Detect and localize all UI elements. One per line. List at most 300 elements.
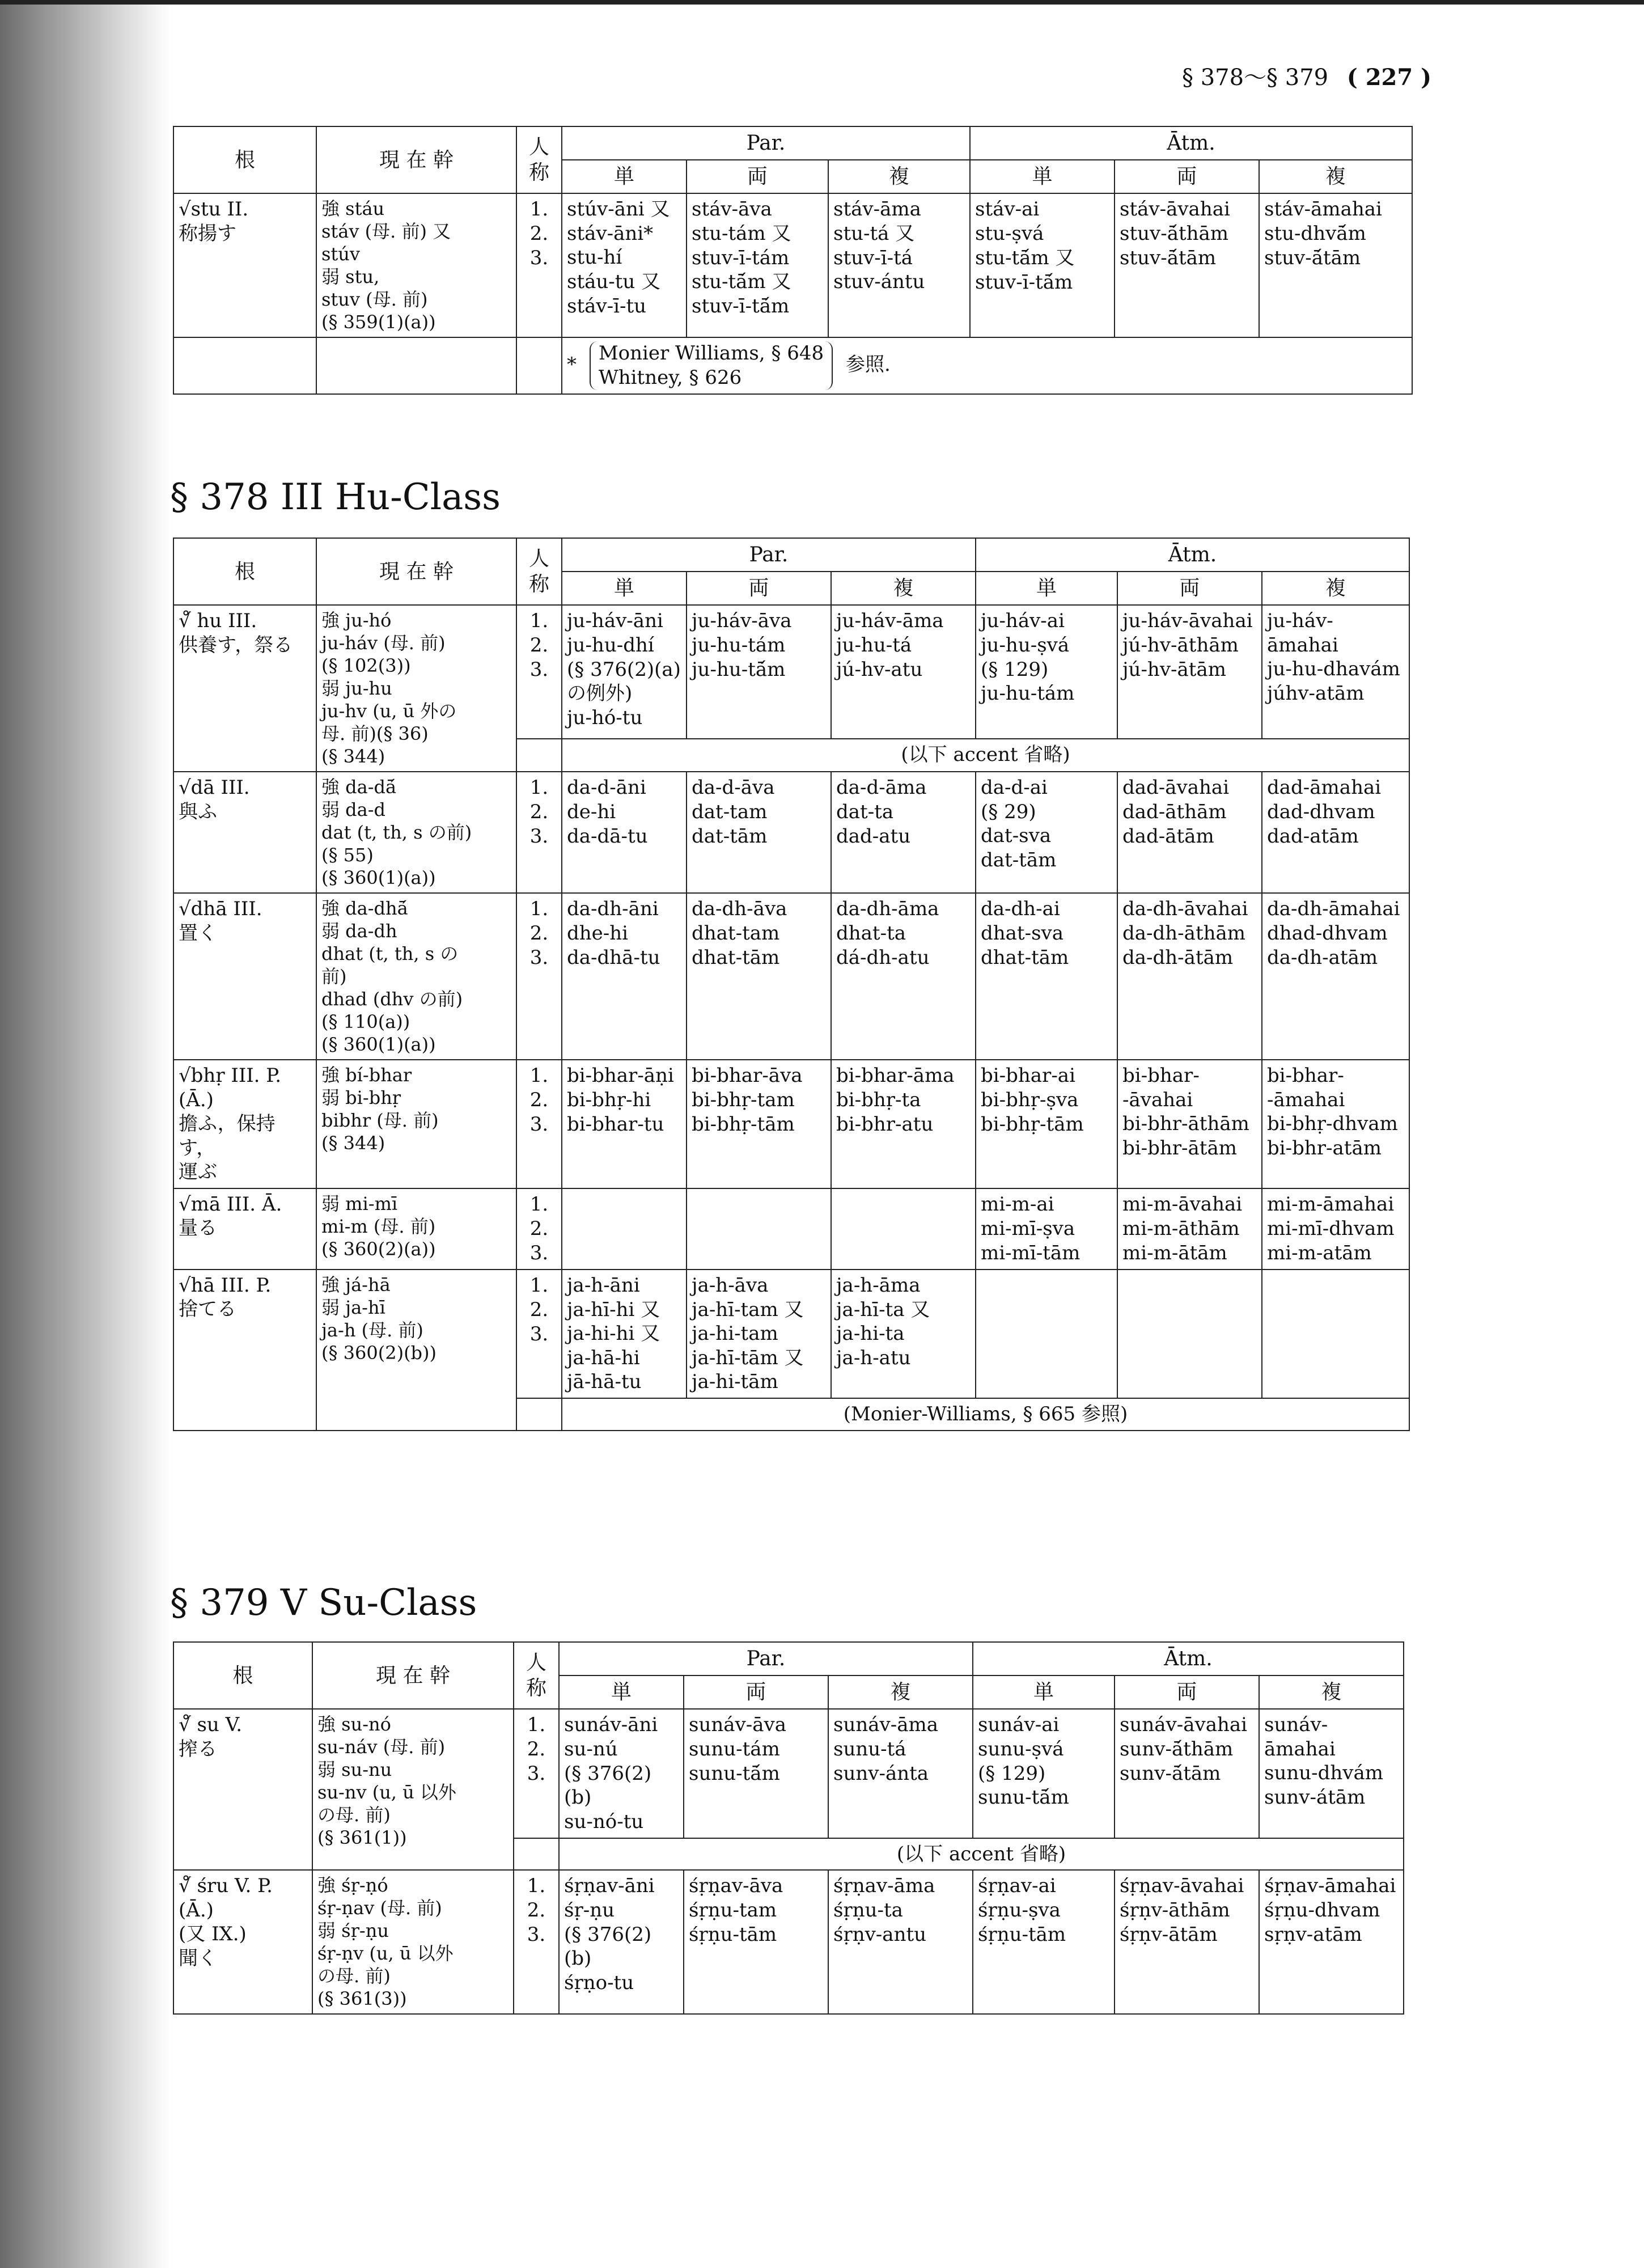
verb-row [173, 772, 1409, 893]
conjugated-form: śṛṇav-āva [689, 1875, 783, 1897]
conjugated-form: ju-hu-tám [692, 634, 786, 657]
conjugated-form: dhe-hi [567, 922, 629, 945]
conjugated-form: ju-háv-āva [692, 610, 792, 632]
parasmaipada-header: Par. [562, 126, 970, 160]
conjugated-form: bi-bhar-ai [981, 1064, 1075, 1087]
conjugated-form: da-d-āma [836, 776, 927, 799]
par-singular-cell [562, 772, 687, 893]
conjugated-form: ja-h-āni [567, 1273, 640, 1297]
person-numbers [516, 193, 562, 337]
conjugated-form: śṛṇav-āmahai [1264, 1875, 1396, 1897]
par-plural-cell [831, 772, 976, 893]
conjugated-form: sunu-tá [833, 1738, 906, 1761]
par-dual-cell [684, 1709, 828, 1838]
note-tail: 参照. [845, 353, 891, 376]
conjugated-form: stáv-āma [833, 198, 921, 221]
par-plural-cell [828, 1870, 973, 2014]
conjugated-form [1267, 1273, 1404, 1298]
note-mark: * [567, 353, 577, 376]
atm-dual-cell [1117, 1270, 1262, 1399]
present-stem: 強 su-nó su-náv (母. 前) 弱 su-nu su-nv (u, ū 以外 の母. 前) (§ 361(1)) [312, 1709, 514, 1870]
present-stem: 強 bí-bhar 弱 bi-bhṛ bibhr (母. 前) (§ 344) [316, 1060, 516, 1188]
atm-plural-cell [1259, 1709, 1404, 1838]
par-plural-cell [828, 1709, 973, 1838]
conjugated-form: bi-bhṛ-tām [981, 1113, 1084, 1136]
atm-dual-cell [1117, 1188, 1262, 1270]
verb-root: √bhṛ III. P. (Ā.) 擔ふ，保持す， 運ぶ [173, 1060, 316, 1188]
conjugated-form: bi-bhr-atu [836, 1113, 934, 1136]
conjugated-form: stáv-āva [692, 198, 772, 221]
par-plural-cell [831, 893, 976, 1060]
atm-plural-cell [1262, 893, 1409, 1060]
conjugated-form: ja-hī-tām 又 ja-hi-tām [692, 1346, 804, 1393]
atm-singular-cell [976, 1188, 1117, 1270]
conjugated-form: dad-atu [836, 825, 911, 848]
conjugated-form: stuv-ā́thām [1120, 222, 1229, 245]
conjugated-form: bi-bhṛ-tām [692, 1113, 795, 1136]
conjugated-form: bi-bhr-āthām [1122, 1112, 1249, 1135]
atm-dual-cell [1117, 605, 1262, 739]
conjugated-form: dat-sva [981, 824, 1052, 847]
conjugated-form [1122, 1298, 1257, 1322]
conjugated-form: bi-bhar-āma [836, 1064, 955, 1087]
person-number: 2. [527, 1899, 546, 1922]
atmanepada-header: Ātm. [976, 538, 1409, 572]
conjugated-form: bi-bhr-ātām [1122, 1137, 1237, 1160]
root-header: 根 [173, 126, 316, 193]
person-number: 3. [527, 1762, 546, 1785]
person-number: 2. [527, 1738, 546, 1761]
conjugated-form [567, 1217, 681, 1241]
atm-singular-cell [976, 893, 1117, 1060]
conjugated-form: sunáv-āvahai [1120, 1713, 1248, 1736]
verb-root: √dā III. 與ふ [173, 772, 316, 893]
person-number: 1. [529, 898, 549, 920]
person-number: 1. [529, 1064, 549, 1087]
note-line-1: Monier Williams, § 648 [598, 342, 824, 365]
person-number: 3. [529, 658, 549, 681]
atm-plural-cell [1262, 772, 1409, 893]
person-number: 3. [527, 1923, 546, 1946]
parasmaipada-header: Par. [562, 538, 976, 572]
singular-header: 単 [970, 160, 1115, 193]
conjugated-form: da-dh-āthām [1122, 922, 1246, 945]
row-footnote: (Monier-Williams, § 665 参照) [562, 1398, 1409, 1431]
verb-root: √̊ śru V. P. (Ā.) (又 IX.) 聞く [173, 1870, 312, 2014]
atm-plural-cell [1259, 1870, 1404, 2014]
atm-dual-cell [1117, 772, 1262, 893]
person-number: 2. [529, 1217, 549, 1240]
conjugated-form: sunv-átām [1264, 1786, 1366, 1809]
plural-header: 複 [828, 1675, 973, 1709]
conjugated-form: dad-āthām [1122, 801, 1227, 823]
conjugated-form: da-dh-āvahai [1122, 898, 1248, 920]
par-singular-cell [562, 1270, 687, 1399]
par-singular-cell [562, 605, 687, 739]
scan-shadow [0, 0, 170, 2268]
par-dual-cell [684, 1870, 828, 2014]
person-numbers [516, 1188, 562, 1270]
person-numbers [516, 893, 562, 1060]
page-header [1182, 60, 1431, 92]
person-number: 3. [529, 1241, 549, 1264]
conjugated-form: śṛṇu-ta [833, 1899, 903, 1922]
conjugated-form: sunu-ṣvá (§ 129) [978, 1738, 1064, 1785]
person-numbers [516, 605, 562, 739]
conjugated-form: da-dh-ai [981, 898, 1060, 920]
person-number: 2. [529, 1298, 549, 1321]
present-stem: 強 stáu stáv (母. 前) 又 stúv 弱 stu, stuv (母. 前) (§ 359(1)(a)) [316, 193, 516, 337]
conjugated-form: da-dhā-tu [567, 946, 660, 969]
present-stem: 強 da-dhā́ 弱 da-dh dhat (t, th, s の 前) dhad (dhv の前) (§ 110(a)) (§ 360(1)(a)) [316, 893, 516, 1060]
person-numbers [516, 772, 562, 893]
conjugated-form: śṛṇav-āvahai [1120, 1875, 1244, 1897]
conjugated-form: ju-hu-tā́m [692, 658, 786, 681]
conjugated-form: śṛ-ṇu (§ 376(2)(b) [564, 1899, 652, 1970]
verb-root: √stu II. 称揚す [173, 193, 316, 337]
conjugated-form [981, 1322, 1112, 1347]
conjugated-form: ju-hu-tá [836, 634, 912, 657]
conjugated-form [692, 1217, 826, 1241]
verb-row [173, 1060, 1409, 1188]
conjugated-form: stuv-ā́tām [1264, 247, 1361, 269]
conjugated-form: dad-āvahai [1122, 776, 1230, 799]
conjugated-form: su-nó-tu [564, 1810, 644, 1833]
conjugated-form [836, 1192, 971, 1217]
conjugated-form: sunáv-āma [833, 1713, 938, 1736]
conjugated-form [1122, 1322, 1257, 1347]
dual-header: 両 [1117, 572, 1262, 605]
atm-singular-cell [976, 1270, 1117, 1399]
conjugated-form: bi-bhṛ-tam [692, 1089, 795, 1111]
conjugated-form: ja-h-āma [836, 1273, 921, 1297]
par-dual-cell [687, 1188, 831, 1270]
conjugated-form: śṛṇu-ṣva [978, 1899, 1061, 1922]
dual-header: 両 [1115, 160, 1259, 193]
conjugated-form: mi-m-ātām [1122, 1241, 1227, 1264]
present-stem: 強 śṛ-ṇó śṛ-ṇav (母. 前) 弱 śṛ-ṇu śṛ-ṇv (u, ū 以外 の母. 前) (§ 361(3)) [312, 1870, 514, 2014]
person-number: 2. [529, 634, 549, 657]
conjugated-form: da-dh-ātām [1122, 946, 1234, 969]
conjugated-form [567, 1241, 681, 1266]
par-dual-cell [687, 605, 831, 739]
atm-plural-cell [1259, 193, 1412, 337]
atm-singular-cell [970, 193, 1115, 337]
person-number: 1. [529, 1192, 549, 1216]
conjugated-form: dhat-tām [692, 946, 780, 969]
conjugated-form: stu-tā́m 又 stuv-ī-tā́m [692, 270, 791, 318]
conjugated-form [1122, 1273, 1257, 1298]
verb-row [173, 1870, 1404, 2014]
conjugated-form: stu-tá 又 stuv-ī-tá [833, 222, 915, 269]
conjugated-form: mi-mī-tām [981, 1241, 1081, 1264]
verb-row [173, 1270, 1409, 1399]
par-singular-cell [562, 893, 687, 1060]
par-singular-cell [559, 1870, 684, 2014]
conjugated-form: da-d-ai (§ 29) [981, 776, 1048, 823]
verb-row [173, 1188, 1409, 1270]
person-numbers [516, 1060, 562, 1188]
person-header: 人称 [514, 1642, 559, 1709]
person-number: 3. [529, 1322, 549, 1345]
conjugated-form: dad-āmahai [1267, 776, 1382, 799]
par-dual-cell [687, 1270, 831, 1399]
conjugated-form: jā-hā-tu [567, 1370, 642, 1393]
conjugated-form: sṛṇv-atām [1264, 1923, 1362, 1946]
person-number: 2. [529, 222, 549, 245]
verb-root: √dhā III. 置く [173, 893, 316, 1060]
conjugated-form: śṛṇo-tu [564, 1971, 634, 1994]
par-dual-cell [687, 772, 831, 893]
atm-dual-cell [1115, 1870, 1259, 2014]
conjugated-form [1267, 1322, 1404, 1347]
conjugated-form: stáv-ai [975, 198, 1040, 221]
conjugated-form: sunu-tā́m [689, 1762, 780, 1785]
conjugated-form: sunv-ā́thām [1120, 1738, 1234, 1761]
person-numbers [514, 1870, 559, 2014]
plural-header: 複 [828, 160, 970, 193]
par-dual-cell [687, 893, 831, 1060]
conjugated-form: sunáv-āva [689, 1713, 786, 1736]
conjugated-form: bi-bhṛ-dhvam [1267, 1112, 1398, 1135]
verb-root: √̊ hu III. 供養す，祭る [173, 605, 316, 772]
dual-header: 両 [1115, 1675, 1259, 1709]
conjugated-form: śṛṇav-āma [833, 1875, 935, 1897]
atm-singular-cell [973, 1709, 1115, 1838]
conjugated-form: stáv-āmahai [1264, 198, 1382, 221]
conjugated-form: ja-hī-hi 又 ja-hi-hi 又 ja-hā-hi [567, 1298, 660, 1369]
conjugated-form: stu-ṣvá [975, 222, 1044, 245]
par-dual-cell [687, 1060, 831, 1188]
conjugated-form: ju-hu-ṣvá (§ 129) [981, 634, 1070, 681]
present-stem: 強 da-dā́ 弱 da-d dat (t, th, s の前) (§ 55) (§ 360(1)(a)) [316, 772, 516, 893]
person-number: 1. [527, 1713, 546, 1736]
singular-header: 単 [562, 160, 687, 193]
conjugated-form: mi-mī-dhvam [1267, 1217, 1395, 1240]
conjugated-form: ju-háv-āma [836, 610, 944, 632]
conjugated-form: bi-bhar- -āvahai [1122, 1064, 1200, 1111]
conjugated-form: bi-bhṛ-ṣva [981, 1089, 1079, 1111]
conjugated-form: sunu-dhvám [1264, 1762, 1384, 1784]
conjugated-form: stu-hí [567, 246, 622, 269]
atm-plural-cell [1262, 1270, 1409, 1399]
conjugated-form: dá-dh-atu [836, 946, 930, 969]
stem-header: 現 在 幹 [316, 538, 516, 605]
conjugated-form: śṛṇu-tām [689, 1923, 777, 1946]
root-header: 根 [173, 538, 316, 605]
conjugated-form: sunu-tā́m [978, 1786, 1069, 1809]
conjugated-form: ja-hī-tam 又 ja-hi-tam [692, 1298, 804, 1345]
conjugated-form: sunáv-ai [978, 1713, 1060, 1736]
section-title-hu-class: § 378 III Hu-Class [170, 476, 501, 518]
conjugated-form: stu-tā́m 又 stuv-ī-tā́m [975, 247, 1075, 294]
conjugated-form: da-dh-atām [1267, 946, 1378, 969]
conjugated-form: jú-hv-āthām [1122, 634, 1239, 657]
person-number: 3. [529, 825, 549, 848]
dual-header: 両 [687, 160, 828, 193]
present-stem: 強 ju-hó ju-háv (母. 前) (§ 102(3)) 弱 ju-hu ju-hv (u, ū 外の 母. 前)(§ 36) (§ 344) [316, 605, 516, 772]
conjugated-form [836, 1241, 971, 1266]
conjugated-form: stúv-āni 又 stáv-āni* [567, 198, 670, 245]
par-singular-cell [559, 1709, 684, 1838]
conjugated-form: ju-hu-tám [981, 682, 1075, 705]
conjugated-form: ju-háv-ai [981, 610, 1065, 632]
atm-plural-cell [1262, 1060, 1409, 1188]
conjugated-form: da-d-āva [692, 776, 775, 799]
verb-root: √mā III. Ā. 量る [173, 1188, 316, 1270]
conjugated-form: ju-hu-dhavám [1267, 658, 1400, 680]
par-plural-cell [831, 605, 976, 739]
person-number: 3. [529, 946, 549, 969]
conjugation-table-su-class [173, 1641, 1404, 2015]
conjugated-form: stáv-āvahai [1120, 198, 1230, 221]
verb-row [173, 1709, 1404, 1838]
verb-root: √hā III. P. 捨てる [173, 1270, 316, 1431]
verb-root: √̊ su V. 搾る [173, 1709, 312, 1870]
person-header: 人称 [516, 538, 562, 605]
plural-header: 複 [1259, 1675, 1404, 1709]
conjugated-form: dad-dhvam [1267, 801, 1375, 823]
conjugated-form [692, 1192, 826, 1217]
conjugated-form: dat-ta [836, 801, 894, 823]
parasmaipada-header: Par. [559, 1642, 973, 1675]
verb-row [173, 193, 1412, 337]
par-plural-cell [831, 1188, 976, 1270]
section-title-su-class: § 379 V Su-Class [170, 1582, 477, 1624]
plural-header: 複 [1259, 160, 1412, 193]
conjugated-form: śṛṇav-āni [564, 1875, 655, 1897]
dual-header: 両 [684, 1675, 828, 1709]
person-header: 人称 [516, 126, 562, 193]
conjugated-form [981, 1273, 1112, 1298]
person-numbers [516, 1270, 562, 1399]
conjugated-form: dat-tām [692, 825, 768, 848]
conjugated-form: da-dh-āmahai [1267, 898, 1400, 920]
conjugated-form: sunu-tám [689, 1738, 780, 1761]
conjugated-form: śṛṇu-tām [978, 1923, 1066, 1946]
conjugated-form: mi-m-āvahai [1122, 1192, 1243, 1216]
conjugated-form [1267, 1298, 1404, 1322]
note-line-2: Whitney, § 626 [598, 366, 742, 389]
person-number: 3. [529, 247, 549, 269]
conjugated-form: mi-m-āmahai [1267, 1192, 1395, 1216]
par-singular-cell [562, 193, 687, 337]
person-number: 2. [529, 801, 549, 823]
conjugated-form: stuv-ántu [833, 270, 925, 293]
conjugated-form: bi-bhar- -āmahai [1267, 1064, 1345, 1111]
par-singular-cell [562, 1188, 687, 1270]
par-dual-cell [687, 193, 828, 337]
person-number: 1. [529, 776, 549, 799]
conjugated-form: śṛṇu-dhvam [1264, 1899, 1380, 1922]
singular-header: 単 [976, 572, 1117, 605]
conjugated-form: dad-atām [1267, 825, 1359, 848]
conjugated-form: ja-h-atu [836, 1346, 911, 1369]
conjugated-form [836, 1217, 971, 1241]
present-stem: 弱 mi-mī mi-m (母. 前) (§ 360(2)(a)) [316, 1188, 516, 1270]
conjugated-form: da-dā-tu [567, 825, 648, 848]
person-number: 2. [529, 1089, 549, 1111]
plural-header: 複 [1262, 572, 1409, 605]
par-plural-cell [831, 1060, 976, 1188]
conjugated-form: da-dh-āva [692, 898, 787, 920]
page-number: ( 227 ) [1346, 64, 1432, 91]
singular-header: 単 [562, 572, 687, 605]
conjugated-form: júhv-atām [1267, 682, 1365, 705]
conjugated-form: bi-bhr-atām [1267, 1137, 1382, 1160]
conjugated-form: da-dh-āni [567, 898, 659, 920]
person-number: 1. [529, 610, 549, 632]
conjugated-form: jú-hv-ātām [1122, 658, 1226, 681]
section-range: § 378～§ 379 [1182, 65, 1329, 91]
conjugated-form: sunv-ā́tām [1120, 1762, 1221, 1785]
conjugated-form: ju-háv-āvahai [1122, 610, 1253, 632]
conjugated-form: ja-h-āva [692, 1273, 769, 1297]
person-numbers [514, 1709, 559, 1838]
atm-singular-cell [976, 772, 1117, 893]
conjugated-form: stuv-ā́tām [1120, 247, 1217, 269]
root-header: 根 [173, 1642, 312, 1709]
conjugated-form: ju-hó-tu [567, 706, 643, 729]
conjugated-form: ju-hu-dhí (§ 376(2)(a) の例外) [567, 634, 681, 705]
conjugated-form: stáu-tu 又 stáv-ī-tu [567, 270, 661, 318]
verb-row [173, 605, 1409, 739]
conjugated-form: sunv-ánta [833, 1762, 929, 1785]
conjugated-form: dhat-tam [692, 922, 780, 945]
conjugated-form: dhat-ta [836, 922, 906, 945]
stem-header: 現 在 幹 [312, 1642, 514, 1709]
conjugated-form: da-d-āni [567, 776, 646, 799]
conjugated-form: bi-bhṛ-ta [836, 1089, 921, 1111]
atm-singular-cell [973, 1870, 1115, 2014]
plural-header: 複 [831, 572, 976, 605]
person-number: 1. [529, 198, 549, 221]
conjugated-form: śṛṇv-ātām [1120, 1923, 1218, 1946]
dual-header: 両 [687, 572, 831, 605]
top-rule [0, 0, 1644, 5]
atmanepada-header: Ātm. [973, 1642, 1404, 1675]
conjugated-form: dat-tām [981, 849, 1057, 871]
person-number: 2. [529, 922, 549, 945]
conjugated-form: mi-mī-ṣva [981, 1217, 1075, 1240]
singular-header: 単 [559, 1675, 684, 1709]
conjugated-form [981, 1298, 1112, 1322]
conjugated-form: śṛṇu-tam [689, 1899, 777, 1922]
conjugated-form: sunáv-āni [564, 1713, 658, 1736]
conjugated-form: jú-hv-atu [836, 658, 923, 681]
conjugated-form: da-dh-āma [836, 898, 939, 920]
row-footnote: (以下 accent 省略) [562, 739, 1409, 772]
conjugated-form: mi-m-atām [1267, 1241, 1372, 1264]
conjugated-form: mi-m-āthām [1122, 1217, 1240, 1240]
person-number: 1. [529, 1273, 549, 1297]
stem-header: 現 在 幹 [316, 126, 516, 193]
singular-header: 単 [973, 1675, 1115, 1709]
conjugated-form: dhat-tām [981, 946, 1069, 969]
person-number: 1. [527, 1875, 546, 1897]
atm-plural-cell [1262, 1188, 1409, 1270]
atm-singular-cell [976, 605, 1117, 739]
conjugated-form: ju-háv-āni [567, 610, 663, 632]
atmanepada-header: Ātm. [970, 126, 1412, 160]
conjugated-form: mi-m-ai [981, 1192, 1054, 1216]
conjugated-form: de-hi [567, 801, 616, 823]
verb-row [173, 893, 1409, 1060]
conjugated-form: su-nú (§ 376(2)(b) [564, 1738, 652, 1809]
conjugated-form: stu-dhvā́m [1264, 222, 1366, 245]
conjugated-form: dhat-sva [981, 922, 1064, 945]
conjugated-form: bi-bhar-āva [692, 1064, 803, 1087]
